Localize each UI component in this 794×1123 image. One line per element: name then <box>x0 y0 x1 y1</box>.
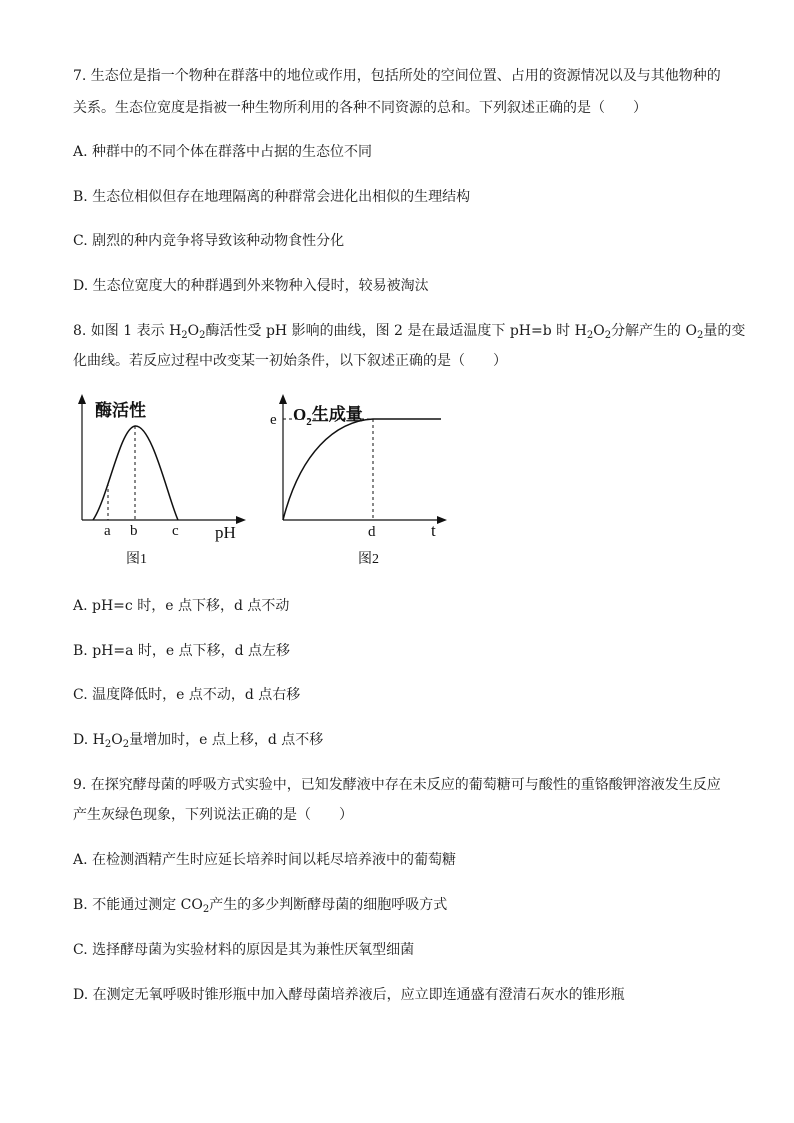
figure2-ylabel: $O_2$生成量 <box>293 405 363 428</box>
figure2-curve <box>283 419 441 520</box>
figure2-x-arrow <box>437 516 447 524</box>
figure1-tick-a: a <box>104 523 111 539</box>
q8-option-a: A. pH=c 时，e 点下移，d 点不动 <box>73 598 290 614</box>
q7-option-c: C. 剧烈的种内竞争将导致该种动物食性分化 <box>73 233 345 249</box>
q7-stem-line2: 关系。生态位宽度是指被一种生物所利用的各种不同资源的总和。下列叙述正确的是（ ） <box>73 100 647 116</box>
q8-stem-line2: 化曲线。若反应过程中改变某一初始条件，以下叙述正确的是（ ） <box>73 353 507 369</box>
q8-stem-line1: 8. 如图 1 表示 $H_2O_2$酶活性受 pH 影响的曲线，图 2 是在最适温度下 pH=b 时 $H_2O_2$分解产生的 $O_2$量的变 <box>73 323 746 341</box>
q9-stem-line1: 9. 在探究酵母菌的呼吸方式实验中，已知发酵液中存在未反应的葡萄糖可与酸性的重铬酸钾溶液发生反应 <box>73 777 721 793</box>
q8-option-b: B. pH=a 时，e 点下移，d 点左移 <box>73 643 291 659</box>
figure1 <box>60 388 260 568</box>
figure1-tick-c: c <box>172 523 179 539</box>
figure2-tick-e: e <box>270 412 277 428</box>
q7-stem-line1: 7. 生态位是指一个物种在群落中的地位或作用，包括所处的空间位置、占用的资源情况以及与其他物种的 <box>73 68 721 84</box>
figure1-y-arrow <box>78 394 86 404</box>
figure1-caption: 图1 <box>126 552 147 567</box>
figure1-ylabel: 酶活性 <box>95 401 146 420</box>
figure1-x-arrow <box>236 516 246 524</box>
figure2-y-arrow <box>279 394 287 404</box>
q8-option-c: C. 温度降低时，e 点不动，d 点右移 <box>73 687 301 703</box>
q7-option-b: B. 生态位相似但存在地理隔离的种群常会进化出相似的生理结构 <box>73 189 471 205</box>
figure2 <box>265 388 465 568</box>
figure2-tick-d: d <box>368 524 376 540</box>
q9-option-b: B. 不能通过测定 $CO_2$产生的多少判断酵母菌的细胞呼吸方式 <box>73 897 448 915</box>
figure1-tick-b: b <box>130 523 138 539</box>
q7-option-d: D. 生态位宽度大的种群遇到外来物种入侵时，较易被淘汰 <box>73 278 429 294</box>
q9-stem-line2: 产生灰绿色现象，下列说法正确的是（ ） <box>73 807 353 823</box>
q9-option-c: C. 选择酵母菌为实验材料的原因是其为兼性厌氧型细菌 <box>73 942 415 958</box>
q9-option-a: A. 在检测酒精产生时应延长培养时间以耗尽培养液中的葡萄糖 <box>73 852 457 868</box>
figure2-caption: 图2 <box>358 552 379 567</box>
q9-option-d: D. 在测定无氧呼吸时锥形瓶中加入酵母菌培养液后，应立即连通盛有澄清石灰水的锥形瓶 <box>73 987 625 1003</box>
figure1-xlabel: pH <box>215 523 236 542</box>
figure2-xlabel: t <box>431 521 436 540</box>
q7-option-a: A. 种群中的不同个体在群落中占据的生态位不同 <box>73 144 373 160</box>
q8-option-d: D. $H_2O_2$量增加时，e 点上移，d 点不移 <box>73 732 324 750</box>
